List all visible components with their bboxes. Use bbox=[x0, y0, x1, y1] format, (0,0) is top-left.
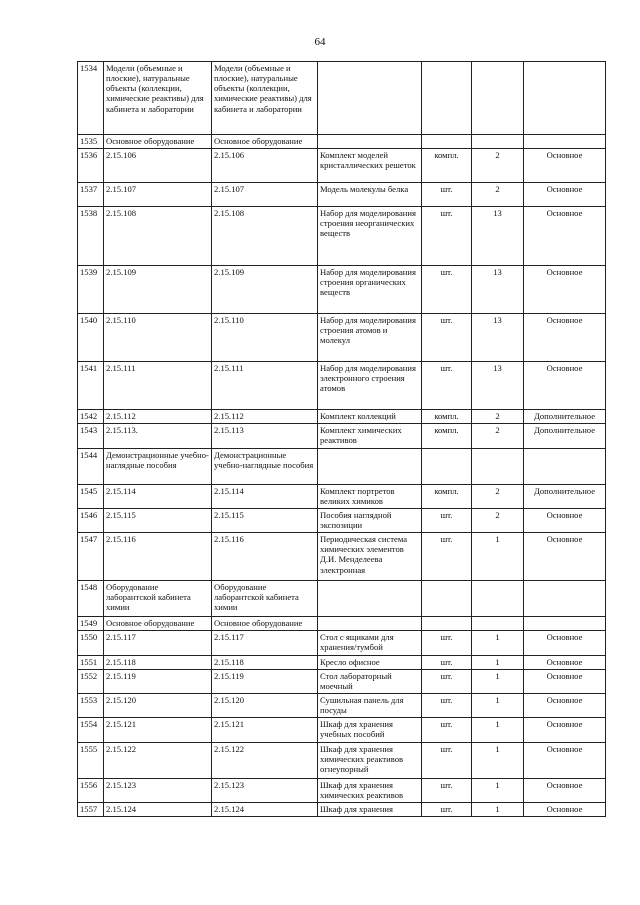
row-number-cell: 1547 bbox=[78, 533, 104, 581]
quantity-cell bbox=[472, 581, 524, 617]
row-number-cell: 1536 bbox=[78, 149, 104, 183]
code-cell-2: 2.15.106 bbox=[212, 149, 318, 183]
quantity-cell bbox=[472, 617, 524, 631]
category-cell: Основное bbox=[524, 802, 606, 816]
code-cell-2: 2.15.112 bbox=[212, 410, 318, 424]
item-name-cell: Стол лабораторный моечный bbox=[318, 669, 422, 693]
code-cell-2: 2.15.108 bbox=[212, 207, 318, 266]
table-row bbox=[78, 410, 606, 424]
table-row bbox=[78, 62, 606, 135]
item-name-cell: Шкаф для хранения химических реактивов огнеупорный bbox=[318, 742, 422, 778]
code-cell: 2.15.113. bbox=[104, 424, 212, 448]
unit-cell: шт. bbox=[422, 314, 472, 362]
category-cell: Основное bbox=[524, 655, 606, 669]
unit-cell: компл. bbox=[422, 484, 472, 508]
code-cell: 2.15.109 bbox=[104, 266, 212, 314]
code-cell-2: 2.15.124 bbox=[212, 802, 318, 816]
table-row bbox=[78, 424, 606, 448]
category-cell: Основное bbox=[524, 718, 606, 742]
unit-cell: шт. bbox=[422, 362, 472, 410]
unit-cell bbox=[422, 448, 472, 484]
row-number-cell: 1557 bbox=[78, 802, 104, 816]
row-number-cell: 1541 bbox=[78, 362, 104, 410]
code-cell: 2.15.121 bbox=[104, 718, 212, 742]
quantity-cell: 2 bbox=[472, 183, 524, 207]
item-name-cell bbox=[318, 62, 422, 135]
item-name-cell: Комплект коллекций bbox=[318, 410, 422, 424]
item-name-cell: Комплект химических реактивов bbox=[318, 424, 422, 448]
unit-cell: шт. bbox=[422, 508, 472, 532]
item-name-cell: Шкаф для хранения bbox=[318, 802, 422, 816]
quantity-cell: 1 bbox=[472, 778, 524, 802]
row-number-cell: 1548 bbox=[78, 581, 104, 617]
row-number-cell: 1543 bbox=[78, 424, 104, 448]
item-name-cell: Набор для моделирования строения неорганических веществ bbox=[318, 207, 422, 266]
category-cell: Основное bbox=[524, 778, 606, 802]
quantity-cell: 2 bbox=[472, 410, 524, 424]
quantity-cell: 1 bbox=[472, 693, 524, 717]
category-cell bbox=[524, 62, 606, 135]
table-row bbox=[78, 508, 606, 532]
unit-cell: шт. bbox=[422, 778, 472, 802]
code-cell-2: 2.15.110 bbox=[212, 314, 318, 362]
quantity-cell: 1 bbox=[472, 742, 524, 778]
page-number: 64 bbox=[314, 36, 326, 48]
category-cell bbox=[524, 448, 606, 484]
code-cell: 2.15.124 bbox=[104, 802, 212, 816]
code-cell-2: 2.15.119 bbox=[212, 669, 318, 693]
code-cell: 2.15.123 bbox=[104, 778, 212, 802]
table-row bbox=[78, 135, 606, 149]
quantity-cell: 1 bbox=[472, 631, 524, 655]
unit-cell: компл. bbox=[422, 149, 472, 183]
category-cell: Основное bbox=[524, 508, 606, 532]
code-cell-2: 2.15.123 bbox=[212, 778, 318, 802]
row-number-cell: 1540 bbox=[78, 314, 104, 362]
table-row bbox=[78, 533, 606, 581]
code-cell: 2.15.108 bbox=[104, 207, 212, 266]
row-number-cell: 1535 bbox=[78, 135, 104, 149]
item-name-cell: Набор для моделирования строения атомов и молекул bbox=[318, 314, 422, 362]
table-row bbox=[78, 669, 606, 693]
code-cell: Модели (объемные и плоские), натуральные объекты (коллекции, химические реактивы) для кабинета и лаборатории bbox=[104, 62, 212, 135]
quantity-cell: 13 bbox=[472, 362, 524, 410]
unit-cell: шт. bbox=[422, 693, 472, 717]
quantity-cell: 1 bbox=[472, 533, 524, 581]
table-row bbox=[78, 484, 606, 508]
table-row bbox=[78, 581, 606, 617]
unit-cell: шт. bbox=[422, 266, 472, 314]
item-name-cell: Набор для моделирования строения органических веществ bbox=[318, 266, 422, 314]
category-cell: Дополнительное bbox=[524, 410, 606, 424]
code-cell: Оборудование лаборантской кабинета химии bbox=[104, 581, 212, 617]
table-row bbox=[78, 631, 606, 655]
category-cell bbox=[524, 581, 606, 617]
code-cell: 2.15.120 bbox=[104, 693, 212, 717]
unit-cell bbox=[422, 581, 472, 617]
table-body bbox=[78, 62, 606, 817]
quantity-cell: 2 bbox=[472, 149, 524, 183]
quantity-cell: 1 bbox=[472, 802, 524, 816]
quantity-cell: 1 bbox=[472, 655, 524, 669]
unit-cell: шт. bbox=[422, 655, 472, 669]
quantity-cell bbox=[472, 135, 524, 149]
item-name-cell: Сушильная панель для посуды bbox=[318, 693, 422, 717]
code-cell-2: 2.15.118 bbox=[212, 655, 318, 669]
unit-cell: компл. bbox=[422, 410, 472, 424]
code-cell-2: 2.15.113 bbox=[212, 424, 318, 448]
item-name-cell bbox=[318, 617, 422, 631]
item-name-cell: Набор для моделирования электронного строения атомов bbox=[318, 362, 422, 410]
item-name-cell: Модель молекулы белка bbox=[318, 183, 422, 207]
category-cell bbox=[524, 135, 606, 149]
table-row bbox=[78, 183, 606, 207]
item-name-cell: Комплект портретов великих химиков bbox=[318, 484, 422, 508]
code-cell-2: Демонстрационные учебно-наглядные пособия bbox=[212, 448, 318, 484]
category-cell: Основное bbox=[524, 669, 606, 693]
unit-cell: шт. bbox=[422, 207, 472, 266]
unit-cell bbox=[422, 617, 472, 631]
code-cell-2: Модели (объемные и плоские), натуральные объекты (коллекции, химические реактивы) для кабинета и лаборатории bbox=[212, 62, 318, 135]
row-number-cell: 1539 bbox=[78, 266, 104, 314]
category-cell: Основное bbox=[524, 183, 606, 207]
code-cell-2: 2.15.114 bbox=[212, 484, 318, 508]
category-cell bbox=[524, 617, 606, 631]
item-name-cell: Периодическая система химических элементов Д.И. Менделеева электронная bbox=[318, 533, 422, 581]
row-number-cell: 1552 bbox=[78, 669, 104, 693]
unit-cell bbox=[422, 135, 472, 149]
category-cell: Дополнительное bbox=[524, 484, 606, 508]
quantity-cell bbox=[472, 62, 524, 135]
code-cell-2: 2.15.115 bbox=[212, 508, 318, 532]
table-row bbox=[78, 693, 606, 717]
table-row bbox=[78, 655, 606, 669]
unit-cell: шт. bbox=[422, 718, 472, 742]
quantity-cell bbox=[472, 448, 524, 484]
table-row bbox=[78, 149, 606, 183]
unit-cell: шт. bbox=[422, 533, 472, 581]
category-cell: Основное bbox=[524, 631, 606, 655]
category-cell: Основное bbox=[524, 362, 606, 410]
row-number-cell: 1556 bbox=[78, 778, 104, 802]
item-name-cell: Комплект моделей кристаллических решеток bbox=[318, 149, 422, 183]
code-cell-2: 2.15.117 bbox=[212, 631, 318, 655]
table-row bbox=[78, 448, 606, 484]
unit-cell: шт. bbox=[422, 669, 472, 693]
code-cell: 2.15.118 bbox=[104, 655, 212, 669]
code-cell: Демонстрационные учебно-наглядные пособия bbox=[104, 448, 212, 484]
code-cell-2: 2.15.107 bbox=[212, 183, 318, 207]
item-name-cell bbox=[318, 448, 422, 484]
quantity-cell: 2 bbox=[472, 424, 524, 448]
row-number-cell: 1555 bbox=[78, 742, 104, 778]
row-number-cell: 1542 bbox=[78, 410, 104, 424]
code-cell-2: Основное оборудование bbox=[212, 617, 318, 631]
category-cell: Основное bbox=[524, 266, 606, 314]
row-number-cell: 1544 bbox=[78, 448, 104, 484]
item-name-cell: Шкаф для хранения учебных пособий bbox=[318, 718, 422, 742]
quantity-cell: 1 bbox=[472, 669, 524, 693]
code-cell-2: 2.15.121 bbox=[212, 718, 318, 742]
category-cell: Основное bbox=[524, 742, 606, 778]
table-row bbox=[78, 314, 606, 362]
table-row bbox=[78, 802, 606, 816]
item-name-cell: Стол с ящиками для хранения/тумбой bbox=[318, 631, 422, 655]
unit-cell: шт. bbox=[422, 183, 472, 207]
category-cell: Основное bbox=[524, 533, 606, 581]
row-number-cell: 1549 bbox=[78, 617, 104, 631]
table-row bbox=[78, 778, 606, 802]
table-row bbox=[78, 362, 606, 410]
row-number-cell: 1534 bbox=[78, 62, 104, 135]
unit-cell: шт. bbox=[422, 742, 472, 778]
item-name-cell: Кресло офисное bbox=[318, 655, 422, 669]
code-cell-2: 2.15.116 bbox=[212, 533, 318, 581]
row-number-cell: 1554 bbox=[78, 718, 104, 742]
code-cell: 2.15.122 bbox=[104, 742, 212, 778]
code-cell: 2.15.110 bbox=[104, 314, 212, 362]
table-row bbox=[78, 718, 606, 742]
row-number-cell: 1546 bbox=[78, 508, 104, 532]
row-number-cell: 1553 bbox=[78, 693, 104, 717]
category-cell: Основное bbox=[524, 314, 606, 362]
quantity-cell: 1 bbox=[472, 718, 524, 742]
unit-cell: шт. bbox=[422, 802, 472, 816]
code-cell: 2.15.116 bbox=[104, 533, 212, 581]
code-cell: 2.15.112 bbox=[104, 410, 212, 424]
unit-cell bbox=[422, 62, 472, 135]
equipment-table bbox=[77, 61, 606, 817]
category-cell: Основное bbox=[524, 693, 606, 717]
code-cell: 2.15.114 bbox=[104, 484, 212, 508]
code-cell-2: Основное оборудование bbox=[212, 135, 318, 149]
code-cell: 2.15.111 bbox=[104, 362, 212, 410]
category-cell: Дополнительное bbox=[524, 424, 606, 448]
unit-cell: компл. bbox=[422, 424, 472, 448]
quantity-cell: 13 bbox=[472, 207, 524, 266]
item-name-cell: Шкаф для хранения химических реактивов bbox=[318, 778, 422, 802]
row-number-cell: 1550 bbox=[78, 631, 104, 655]
table-row bbox=[78, 617, 606, 631]
item-name-cell bbox=[318, 581, 422, 617]
row-number-cell: 1537 bbox=[78, 183, 104, 207]
quantity-cell: 2 bbox=[472, 508, 524, 532]
code-cell: 2.15.106 bbox=[104, 149, 212, 183]
code-cell-2: 2.15.109 bbox=[212, 266, 318, 314]
row-number-cell: 1551 bbox=[78, 655, 104, 669]
code-cell: Основное оборудование bbox=[104, 617, 212, 631]
item-name-cell: Пособия наглядной экспозиции bbox=[318, 508, 422, 532]
quantity-cell: 13 bbox=[472, 266, 524, 314]
category-cell: Основное bbox=[524, 149, 606, 183]
item-name-cell bbox=[318, 135, 422, 149]
quantity-cell: 2 bbox=[472, 484, 524, 508]
table-row bbox=[78, 207, 606, 266]
code-cell: 2.15.107 bbox=[104, 183, 212, 207]
code-cell-2: Оборудование лаборантской кабинета химии bbox=[212, 581, 318, 617]
row-number-cell: 1545 bbox=[78, 484, 104, 508]
table-row bbox=[78, 742, 606, 778]
row-number-cell: 1538 bbox=[78, 207, 104, 266]
code-cell-2: 2.15.120 bbox=[212, 693, 318, 717]
code-cell: Основное оборудование bbox=[104, 135, 212, 149]
code-cell-2: 2.15.122 bbox=[212, 742, 318, 778]
unit-cell: шт. bbox=[422, 631, 472, 655]
category-cell: Основное bbox=[524, 207, 606, 266]
code-cell-2: 2.15.111 bbox=[212, 362, 318, 410]
code-cell: 2.15.119 bbox=[104, 669, 212, 693]
code-cell: 2.15.115 bbox=[104, 508, 212, 532]
code-cell: 2.15.117 bbox=[104, 631, 212, 655]
table-row bbox=[78, 266, 606, 314]
quantity-cell: 13 bbox=[472, 314, 524, 362]
